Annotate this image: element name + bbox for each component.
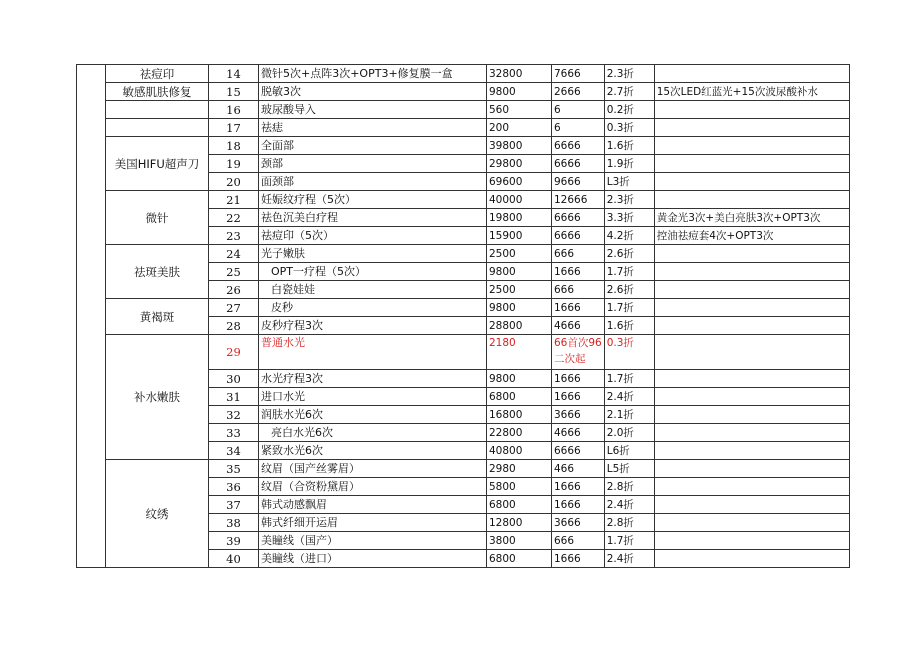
note xyxy=(654,496,849,514)
discount: 1.6折 xyxy=(604,137,654,155)
item-name: 微针5次+点阵3次+OPT3+修复膜一盒 xyxy=(259,65,487,83)
item-number: 27 xyxy=(209,299,259,317)
note xyxy=(654,388,849,406)
note xyxy=(654,65,849,83)
item-number: 23 xyxy=(209,227,259,245)
table-row xyxy=(77,335,850,370)
item-number: 21 xyxy=(209,191,259,209)
item-number: 14 xyxy=(209,65,259,83)
original-price: 39800 xyxy=(487,137,552,155)
table-row xyxy=(77,191,850,209)
member-price: 6666 xyxy=(552,137,605,155)
category-cell: 敏感肌肤修复 xyxy=(106,83,209,101)
original-price: 9800 xyxy=(487,83,552,101)
note xyxy=(654,281,849,299)
original-price: 2500 xyxy=(487,245,552,263)
item-number: 19 xyxy=(209,155,259,173)
item-number: 20 xyxy=(209,173,259,191)
member-price: 4666 xyxy=(552,424,605,442)
discount: 3.3折 xyxy=(604,209,654,227)
note: 黄金光3次+美白亮肤3次+OPT3次 xyxy=(654,209,849,227)
original-price: 16800 xyxy=(487,406,552,424)
discount: 1.7折 xyxy=(604,532,654,550)
table-row xyxy=(77,137,850,155)
item-name-text: OPT一疗程（5次） xyxy=(271,264,367,278)
category-cell: 黄褐斑 xyxy=(106,299,209,335)
item-number: 29 xyxy=(209,335,259,370)
member-price: 2666 xyxy=(552,83,605,101)
member-price: 1666 xyxy=(552,388,605,406)
item-name xyxy=(259,281,487,299)
item-name: 面颈部 xyxy=(259,173,487,191)
original-price: 22800 xyxy=(487,424,552,442)
item-name: 祛色沉美白疗程 xyxy=(259,209,487,227)
item-number: 31 xyxy=(209,388,259,406)
original-price: 29800 xyxy=(487,155,552,173)
note xyxy=(654,460,849,478)
item-name: 普通水光 xyxy=(259,335,487,370)
original-price: 40000 xyxy=(487,191,552,209)
item-name: 颈部 xyxy=(259,155,487,173)
item-number: 15 xyxy=(209,83,259,101)
item-name xyxy=(259,263,487,281)
member-price: 7666 xyxy=(552,65,605,83)
member-price xyxy=(552,335,605,370)
member-price: 6666 xyxy=(552,155,605,173)
member-price: 666 xyxy=(552,532,605,550)
category-cell: 补水嫩肤 xyxy=(106,335,209,460)
note xyxy=(654,335,849,370)
table-row xyxy=(77,101,850,119)
member-price: 666 xyxy=(552,245,605,263)
item-number: 40 xyxy=(209,550,259,568)
discount: 2.4折 xyxy=(604,388,654,406)
discount: 1.7折 xyxy=(604,370,654,388)
member-price-line-1: 66首次96 xyxy=(554,337,602,349)
discount: 4.2折 xyxy=(604,227,654,245)
discount: 2.3折 xyxy=(604,191,654,209)
category-cell xyxy=(106,101,209,119)
item-name: 皮秒疗程3次 xyxy=(259,317,487,335)
item-number: 38 xyxy=(209,514,259,532)
member-price: 6666 xyxy=(552,227,605,245)
discount: 2.8折 xyxy=(604,478,654,496)
member-price: 1666 xyxy=(552,478,605,496)
member-price: 466 xyxy=(552,460,605,478)
item-number: 22 xyxy=(209,209,259,227)
category-cell: 美国HIFU超声刀 xyxy=(106,137,209,191)
original-price: 6800 xyxy=(487,496,552,514)
member-price: 1666 xyxy=(552,496,605,514)
original-price: 12800 xyxy=(487,514,552,532)
table-row xyxy=(77,83,850,101)
item-number: 25 xyxy=(209,263,259,281)
item-number: 16 xyxy=(209,101,259,119)
original-price: 5800 xyxy=(487,478,552,496)
note xyxy=(654,550,849,568)
note xyxy=(654,101,849,119)
note xyxy=(654,137,849,155)
member-price: 1666 xyxy=(552,550,605,568)
discount: 2.4折 xyxy=(604,550,654,568)
item-name: 进口水光 xyxy=(259,388,487,406)
member-price: 1666 xyxy=(552,299,605,317)
member-price: 6 xyxy=(552,119,605,137)
price-table xyxy=(76,64,850,568)
item-name: 光子嫩肤 xyxy=(259,245,487,263)
item-name: 韩式纤细开运眉 xyxy=(259,514,487,532)
member-price: 1666 xyxy=(552,370,605,388)
discount: 2.4折 xyxy=(604,496,654,514)
table-row xyxy=(77,245,850,263)
discount: 2.8折 xyxy=(604,514,654,532)
item-name-text: 皮秒 xyxy=(271,300,293,314)
item-name: 美瞳线（国产） xyxy=(259,532,487,550)
item-number: 26 xyxy=(209,281,259,299)
original-price: 2980 xyxy=(487,460,552,478)
discount: 1.7折 xyxy=(604,263,654,281)
original-price: 40800 xyxy=(487,442,552,460)
discount: 2.0折 xyxy=(604,424,654,442)
item-number: 34 xyxy=(209,442,259,460)
discount: L5折 xyxy=(604,460,654,478)
item-name: 妊娠纹疗程（5次） xyxy=(259,191,487,209)
note xyxy=(654,370,849,388)
item-number: 39 xyxy=(209,532,259,550)
table-row xyxy=(77,119,850,137)
item-name xyxy=(259,299,487,317)
discount: 0.3折 xyxy=(604,335,654,370)
original-price: 15900 xyxy=(487,227,552,245)
item-name: 紧致水光6次 xyxy=(259,442,487,460)
item-name: 祛痘印（5次） xyxy=(259,227,487,245)
original-price: 6800 xyxy=(487,550,552,568)
member-price: 9666 xyxy=(552,173,605,191)
note xyxy=(654,424,849,442)
original-price: 3800 xyxy=(487,532,552,550)
member-price: 3666 xyxy=(552,406,605,424)
category-cell: 祛斑美肤 xyxy=(106,245,209,299)
item-name-text: 亮白水光6次 xyxy=(271,425,333,439)
original-price: 9800 xyxy=(487,263,552,281)
discount: L6折 xyxy=(604,442,654,460)
note xyxy=(654,532,849,550)
discount: 1.6折 xyxy=(604,317,654,335)
note xyxy=(654,478,849,496)
discount: 1.9折 xyxy=(604,155,654,173)
discount: 2.1折 xyxy=(604,406,654,424)
member-price: 12666 xyxy=(552,191,605,209)
note: 控油祛痘套4次+OPT3次 xyxy=(654,227,849,245)
original-price: 19800 xyxy=(487,209,552,227)
item-number: 37 xyxy=(209,496,259,514)
discount: 0.3折 xyxy=(604,119,654,137)
note: 15次LED红蓝光+15次波尿酸补水 xyxy=(654,83,849,101)
item-name: 祛痣 xyxy=(259,119,487,137)
item-name: 纹眉（国产丝雾眉） xyxy=(259,460,487,478)
member-price: 6666 xyxy=(552,209,605,227)
item-number: 30 xyxy=(209,370,259,388)
table-row xyxy=(77,65,850,83)
original-price: 69600 xyxy=(487,173,552,191)
category-cell: 微针 xyxy=(106,191,209,245)
item-number: 17 xyxy=(209,119,259,137)
member-price: 6 xyxy=(552,101,605,119)
member-price: 3666 xyxy=(552,514,605,532)
discount: 0.2折 xyxy=(604,101,654,119)
note xyxy=(654,155,849,173)
original-price: 2180 xyxy=(487,335,552,370)
note xyxy=(654,514,849,532)
discount: 2.6折 xyxy=(604,281,654,299)
item-number: 18 xyxy=(209,137,259,155)
original-price: 200 xyxy=(487,119,552,137)
category-cell: 纹绣 xyxy=(106,460,209,568)
category-cell xyxy=(106,119,209,137)
original-price: 560 xyxy=(487,101,552,119)
item-number: 33 xyxy=(209,424,259,442)
item-number: 24 xyxy=(209,245,259,263)
item-name: 全面部 xyxy=(259,137,487,155)
original-price: 28800 xyxy=(487,317,552,335)
table-row xyxy=(77,460,850,478)
discount: 2.3折 xyxy=(604,65,654,83)
original-price: 9800 xyxy=(487,299,552,317)
note xyxy=(654,245,849,263)
discount: L3折 xyxy=(604,173,654,191)
item-name xyxy=(259,424,487,442)
note xyxy=(654,317,849,335)
category-cell: 祛痘印 xyxy=(106,65,209,83)
item-number: 35 xyxy=(209,460,259,478)
note xyxy=(654,406,849,424)
note xyxy=(654,263,849,281)
original-price: 2500 xyxy=(487,281,552,299)
item-number: 32 xyxy=(209,406,259,424)
discount: 2.6折 xyxy=(604,245,654,263)
member-price-line-2: 二次起 xyxy=(554,353,586,365)
original-price: 32800 xyxy=(487,65,552,83)
item-name: 润肤水光6次 xyxy=(259,406,487,424)
original-price: 6800 xyxy=(487,388,552,406)
item-name: 韩式动感飘眉 xyxy=(259,496,487,514)
member-price: 1666 xyxy=(552,263,605,281)
blank-column xyxy=(77,65,106,568)
note xyxy=(654,173,849,191)
note xyxy=(654,191,849,209)
item-name: 脱敏3次 xyxy=(259,83,487,101)
member-price: 4666 xyxy=(552,317,605,335)
item-name: 纹眉（合资粉黛眉） xyxy=(259,478,487,496)
discount: 1.7折 xyxy=(604,299,654,317)
item-name: 美瞳线（进口） xyxy=(259,550,487,568)
note xyxy=(654,299,849,317)
item-number: 36 xyxy=(209,478,259,496)
item-name: 玻尿酸导入 xyxy=(259,101,487,119)
original-price: 9800 xyxy=(487,370,552,388)
member-price: 666 xyxy=(552,281,605,299)
note xyxy=(654,442,849,460)
discount: 2.7折 xyxy=(604,83,654,101)
table-row xyxy=(77,299,850,317)
member-price: 6666 xyxy=(552,442,605,460)
item-name: 水光疗程3次 xyxy=(259,370,487,388)
item-number: 28 xyxy=(209,317,259,335)
note xyxy=(654,119,849,137)
item-name-text: 白瓷娃娃 xyxy=(271,282,315,296)
